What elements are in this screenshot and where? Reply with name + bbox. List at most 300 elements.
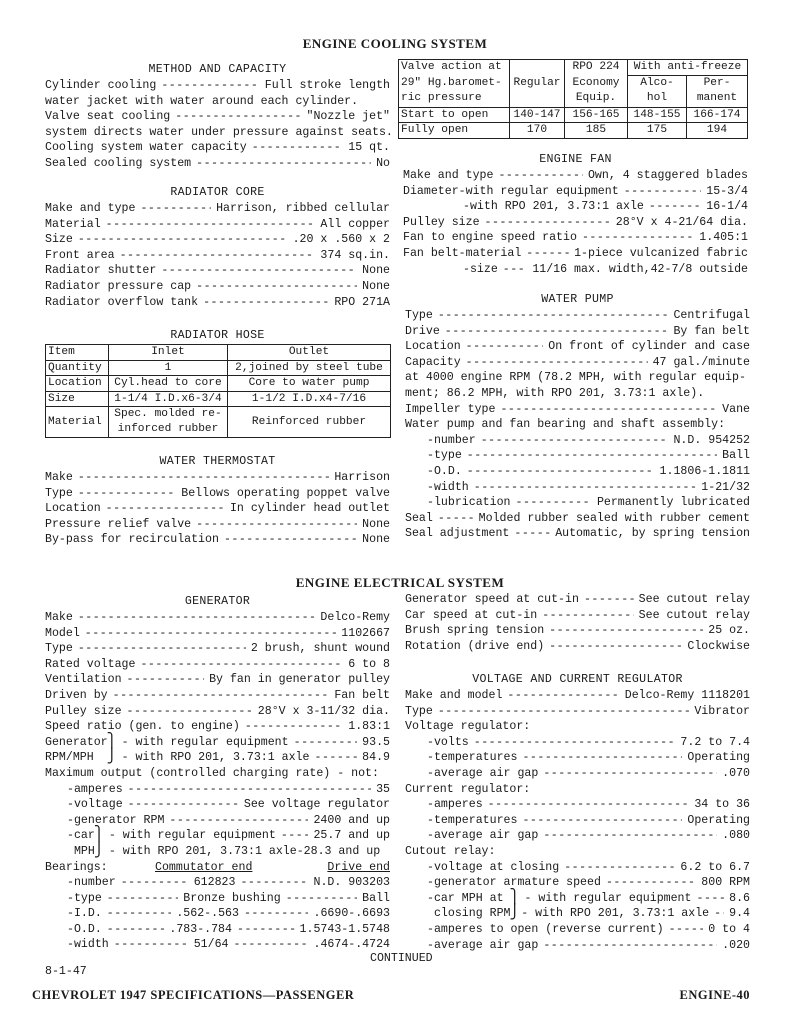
radiator-hose-table bbox=[45, 344, 391, 438]
spec-line bbox=[403, 246, 748, 262]
leader-dashes bbox=[113, 688, 330, 704]
leader-dashes bbox=[120, 248, 316, 264]
spec-line bbox=[45, 295, 390, 311]
spec-lines bbox=[45, 201, 390, 310]
spec-line bbox=[405, 511, 750, 527]
spec-line bbox=[45, 109, 390, 125]
spec-label: -type bbox=[427, 449, 462, 463]
table-cell: 166-174 bbox=[687, 107, 748, 123]
bearing-row bbox=[45, 875, 390, 891]
spec-label: Driven by bbox=[45, 688, 108, 702]
spec-line bbox=[45, 217, 390, 233]
drive-end-value: 1.5743-1.5748 bbox=[299, 922, 390, 936]
spec-label: Capacity bbox=[405, 355, 461, 369]
leader-dashes bbox=[438, 511, 474, 527]
spec-sublabel: - with regular equipment bbox=[524, 891, 692, 905]
leader-dashes bbox=[503, 262, 528, 278]
leader-dashes bbox=[481, 433, 669, 449]
spec-sublabel: - with regular equipment bbox=[121, 735, 289, 749]
leader-dashes bbox=[696, 891, 724, 907]
header-cell: Inlet bbox=[109, 345, 228, 361]
spec-value: Delco-Remy 1118201 bbox=[624, 689, 750, 702]
spec-label: Sealed cooling system bbox=[45, 156, 192, 170]
electrical-section-title: ENGINE ELECTRICAL SYSTEM bbox=[295, 575, 505, 590]
leader-dashes bbox=[107, 891, 178, 907]
spec-label: -with RPO 201, 3.73:1 axle bbox=[463, 200, 644, 214]
spec-value: Own, 4 staggered blades bbox=[587, 169, 748, 182]
spec-value: 15-3/4 bbox=[706, 184, 748, 198]
spec-label: Type bbox=[405, 704, 433, 718]
leader-dashes bbox=[244, 906, 309, 922]
spec-line bbox=[403, 184, 748, 200]
spec-label: -type bbox=[67, 891, 102, 905]
leader-dashes bbox=[466, 355, 648, 371]
section-heading: RADIATOR HOSE bbox=[170, 329, 265, 342]
spec-value: None bbox=[362, 533, 390, 547]
header-cell bbox=[687, 75, 748, 107]
spec-value: Vibrator bbox=[694, 704, 750, 718]
spec-line bbox=[405, 766, 750, 782]
spec-value: On front of cylinder and case bbox=[548, 340, 750, 354]
spec-value: In cylinder head outlet bbox=[229, 502, 390, 516]
leader-dashes bbox=[140, 657, 343, 673]
spec-label: -I.D. bbox=[67, 907, 102, 921]
spec-line bbox=[45, 844, 390, 860]
spec-label: Type bbox=[45, 642, 73, 656]
brace-icon: ⎫ bbox=[107, 733, 117, 750]
leader-dashes bbox=[624, 184, 702, 200]
spec-label: Fan belt-material bbox=[403, 246, 522, 260]
spec-label: -temperatures bbox=[427, 813, 518, 827]
table-cell: 170 bbox=[510, 123, 565, 139]
spec-text: water jacket with water around each cylinder. bbox=[45, 94, 359, 108]
spec-line bbox=[405, 526, 750, 542]
water-thermostat-section bbox=[45, 454, 390, 548]
table-cell: Core to water pump bbox=[228, 376, 391, 392]
spec-value: Operating bbox=[687, 813, 750, 827]
spec-line bbox=[45, 704, 390, 720]
spec-value: None bbox=[362, 517, 390, 531]
spec-value: See cutout relay bbox=[638, 593, 750, 606]
spec-value: Vane bbox=[722, 402, 750, 416]
spec-line bbox=[405, 828, 750, 844]
corner-line: Valve action at bbox=[401, 61, 502, 73]
spec-value: 2400 and up bbox=[313, 813, 390, 827]
section-heading: METHOD AND CAPACITY bbox=[148, 63, 287, 76]
spec-value: 0 to 4 bbox=[708, 922, 750, 936]
spec-label: Generator bbox=[45, 735, 108, 749]
leader-dashes bbox=[245, 719, 343, 735]
table-row bbox=[46, 407, 391, 438]
spec-lines bbox=[405, 308, 750, 542]
regulator-section bbox=[405, 672, 750, 953]
spec-line bbox=[405, 623, 750, 639]
table-cell: 148-155 bbox=[628, 107, 687, 123]
spec-line bbox=[405, 750, 750, 766]
spec-line bbox=[405, 704, 750, 720]
spec-line bbox=[45, 263, 390, 279]
spec-line bbox=[45, 610, 390, 626]
spec-value: 28°V x 3-11/32 dia. bbox=[257, 704, 390, 718]
spec-label: Pulley size bbox=[45, 704, 122, 718]
revision-date: 8-1-47 bbox=[45, 965, 87, 978]
commutator-end-value: 51/64 bbox=[193, 938, 229, 952]
spec-value: 7.2 to 7.4 bbox=[680, 735, 750, 749]
leader-dashes bbox=[161, 78, 259, 94]
spec-line bbox=[405, 324, 750, 340]
leader-dashes bbox=[549, 623, 703, 639]
spec-value: 25.7 and up bbox=[313, 829, 390, 843]
spec-text: Voltage regulator: bbox=[405, 720, 531, 734]
leader-dashes bbox=[78, 470, 329, 486]
spec-line bbox=[405, 480, 750, 496]
leader-dashes bbox=[78, 232, 288, 248]
commutator-end-value: 612823 bbox=[193, 876, 236, 890]
spec-label: Ventilation bbox=[45, 673, 122, 687]
spec-label: Material bbox=[45, 217, 101, 231]
drive-end-value: .6690-.6693 bbox=[313, 907, 391, 921]
leader-dashes bbox=[488, 797, 690, 813]
table-row bbox=[46, 376, 391, 392]
spec-label: Speed ratio (gen. to engine) bbox=[45, 720, 240, 734]
commutator-end-value: .783-.784 bbox=[169, 922, 232, 936]
header-cell bbox=[565, 60, 628, 108]
spec-label: Radiator shutter bbox=[45, 264, 157, 278]
spec-value: N.D. 954252 bbox=[673, 433, 750, 447]
spec-value: 1.405:1 bbox=[699, 231, 748, 245]
spec-value: 1.83:1 bbox=[348, 720, 390, 734]
spec-label: Rotation (drive end) bbox=[405, 639, 545, 653]
leader-dashes bbox=[169, 813, 308, 829]
spec-value: See voltage regulator bbox=[243, 798, 390, 812]
spec-value: All copper bbox=[320, 217, 390, 231]
table-cell: Location bbox=[46, 376, 109, 392]
spec-line bbox=[405, 608, 750, 624]
spec-text: system directs water under pressure against seats. bbox=[45, 125, 393, 139]
spec-label: -voltage at closing bbox=[427, 860, 560, 874]
spec-value: Full stroke length bbox=[264, 79, 390, 92]
spec-label: Impeller type bbox=[405, 402, 496, 416]
footer-page-number: ENGINE-40 bbox=[679, 988, 750, 1002]
leader-dashes bbox=[114, 937, 189, 953]
commutator-end-value: Bronze bushing bbox=[183, 891, 281, 905]
leader-dashes bbox=[78, 610, 316, 626]
drive-end-heading: Drive end bbox=[327, 860, 390, 874]
leader-dashes bbox=[106, 501, 225, 517]
leader-dashes bbox=[474, 735, 676, 751]
spec-text: Cutout relay: bbox=[405, 844, 496, 858]
spec-value: Harrison bbox=[334, 471, 390, 484]
spec-value: 2 brush, shunt wound bbox=[250, 642, 390, 656]
leader-dashes bbox=[516, 495, 592, 511]
bearing-row bbox=[45, 922, 390, 938]
spec-label: Front area bbox=[45, 248, 115, 262]
leader-dashes bbox=[128, 797, 239, 813]
engine-fan-section bbox=[403, 152, 748, 277]
spec-value: 47 gal./minute bbox=[652, 355, 750, 369]
spec-label: -volts bbox=[427, 735, 469, 749]
spec-value: 35 bbox=[376, 782, 390, 796]
spec-label: Drive bbox=[405, 324, 440, 338]
spec-label: -size bbox=[463, 262, 498, 276]
spec-label: Type bbox=[405, 309, 433, 322]
spec-line bbox=[405, 386, 750, 402]
spec-line bbox=[405, 433, 750, 449]
spec-value: 8.6 bbox=[729, 891, 750, 905]
spec-label: Make and type bbox=[403, 169, 494, 182]
spec-label: -number bbox=[67, 876, 116, 890]
spec-line bbox=[45, 688, 390, 704]
drive-end-value: N.D. 903203 bbox=[313, 876, 391, 890]
leader-dashes bbox=[549, 639, 682, 655]
section-heading: GENERATOR bbox=[184, 595, 251, 608]
spec-line bbox=[405, 844, 750, 860]
spec-label: closing RPM bbox=[427, 907, 511, 921]
table-cell: 156-165 bbox=[565, 107, 628, 123]
spec-label: Cooling system water capacity bbox=[45, 141, 247, 155]
spec-text: Maximum output (controlled charging rate) - not: bbox=[45, 766, 379, 780]
spec-line bbox=[45, 486, 390, 502]
spec-line bbox=[405, 719, 750, 735]
spec-label: -average air gap bbox=[427, 829, 539, 843]
spec-value: 6 to 8 bbox=[348, 657, 390, 671]
spec-label: -amperes bbox=[427, 798, 483, 812]
spec-line bbox=[405, 464, 750, 480]
header-line: Per- bbox=[703, 76, 731, 89]
leader-dashes bbox=[522, 813, 682, 829]
spec-lines bbox=[403, 168, 748, 277]
spec-line bbox=[405, 495, 750, 511]
leader-dashes bbox=[466, 339, 544, 355]
table-cell: Size bbox=[46, 391, 109, 407]
leader-dashes bbox=[500, 402, 717, 418]
table-cell: Start to open bbox=[399, 107, 510, 123]
spec-value: .020 bbox=[722, 938, 750, 952]
spec-label: -amperes to open (reverse current) bbox=[427, 922, 664, 936]
spec-label: -width bbox=[427, 480, 469, 494]
spec-line bbox=[405, 938, 750, 954]
spec-value: 1-piece vulcanized fabric bbox=[574, 246, 748, 260]
section-heading: WATER PUMP bbox=[541, 293, 614, 306]
spec-value: 93.5 bbox=[362, 735, 390, 749]
spec-line bbox=[405, 308, 750, 324]
spec-line bbox=[45, 94, 390, 110]
section-heading: VOLTAGE AND CURRENT REGULATOR bbox=[472, 673, 683, 686]
spec-value: Harrison, ribbed cellular bbox=[216, 202, 390, 215]
bearing-row bbox=[45, 891, 390, 907]
leader-dashes bbox=[467, 464, 655, 480]
spec-label: Make bbox=[45, 611, 73, 624]
spec-value: 15 qt. bbox=[348, 141, 390, 155]
drive-end-value: .4674-.4724 bbox=[313, 938, 391, 952]
spec-label: Rated voltage bbox=[45, 657, 136, 671]
spec-label: Location bbox=[405, 340, 461, 354]
spec-line bbox=[45, 735, 390, 751]
spec-label: Seal adjustment bbox=[405, 527, 510, 541]
spec-label: Diameter-with regular equipment bbox=[403, 184, 619, 198]
table-cell: Reinforced rubber bbox=[228, 407, 391, 438]
spec-label: MPH bbox=[67, 844, 95, 858]
spec-value: Ball bbox=[722, 449, 750, 463]
section-heading: WATER THERMOSTAT bbox=[159, 455, 276, 468]
table-cell: 1 bbox=[109, 360, 228, 376]
leader-dashes bbox=[127, 704, 253, 720]
spec-line bbox=[405, 735, 750, 751]
spec-value: Centrifugal bbox=[673, 309, 750, 322]
spec-lines bbox=[405, 592, 750, 654]
table-row bbox=[46, 391, 391, 407]
spec-line bbox=[45, 279, 390, 295]
table-cell: Cyl.head to core bbox=[109, 376, 228, 392]
header-cell: Item bbox=[46, 345, 109, 361]
leader-dashes bbox=[106, 217, 316, 233]
spec-value: "Nozzle jet" bbox=[306, 110, 390, 124]
spec-sublabel: - with RPO 201, 3.73:1 axle-28.3 and up bbox=[108, 844, 381, 858]
spec-label: RPM/MPH bbox=[45, 751, 108, 765]
spec-value: 25 oz. bbox=[708, 624, 750, 638]
header-line: RPO 224 bbox=[572, 61, 620, 73]
spec-line bbox=[45, 813, 390, 829]
table-cell: Spec. molded re-inforced rubber bbox=[109, 407, 228, 438]
corner-cell bbox=[399, 60, 510, 108]
spec-label: Pressure relief valve bbox=[45, 517, 192, 531]
leader-dashes bbox=[237, 922, 295, 938]
table-cell: 1-1/2 I.D.x4-7/16 bbox=[228, 391, 391, 407]
footer-publication: CHEVROLET 1947 SPECIFICATIONS—PASSENGER bbox=[32, 988, 355, 1002]
spec-line bbox=[405, 875, 750, 891]
leader-dashes bbox=[294, 735, 358, 751]
spec-value: 374 sq.in. bbox=[320, 248, 390, 262]
leader-dashes bbox=[438, 308, 669, 324]
spec-line bbox=[45, 750, 390, 766]
leader-dashes bbox=[107, 922, 165, 938]
spec-line bbox=[45, 140, 390, 156]
spec-value: 1102667 bbox=[341, 626, 390, 640]
spec-label: -average air gap bbox=[427, 766, 539, 780]
spec-line bbox=[45, 501, 390, 517]
spec-line bbox=[405, 370, 750, 386]
leader-dashes bbox=[584, 592, 634, 608]
leader-dashes bbox=[78, 486, 176, 502]
spec-line bbox=[45, 470, 390, 486]
leader-dashes bbox=[564, 860, 675, 876]
spec-sublabel: - with RPO 201, 3.73:1 axle bbox=[521, 907, 710, 921]
spec-line bbox=[405, 339, 750, 355]
bearing-row bbox=[45, 906, 390, 922]
spec-label: Pulley size bbox=[403, 215, 480, 229]
leader-dashes bbox=[252, 140, 343, 156]
spec-label: -car bbox=[67, 829, 95, 843]
spec-label: -width bbox=[67, 938, 109, 952]
leader-dashes bbox=[526, 246, 569, 262]
spec-line bbox=[45, 156, 390, 172]
brace-icon: ⎭ bbox=[94, 842, 104, 859]
leader-dashes bbox=[714, 906, 724, 922]
leader-dashes bbox=[281, 828, 309, 844]
header-line: manent bbox=[696, 92, 738, 104]
header-line: hol bbox=[646, 92, 668, 104]
spec-label: -average air gap bbox=[427, 938, 539, 952]
spec-line bbox=[45, 657, 390, 673]
spec-label: Valve seat cooling bbox=[45, 110, 171, 124]
spec-line bbox=[405, 688, 750, 704]
spec-value: 9.4 bbox=[729, 907, 750, 921]
spec-value: Delco-Remy bbox=[320, 611, 390, 624]
spec-label: -generator armature speed bbox=[427, 876, 601, 890]
leader-dashes bbox=[314, 750, 357, 766]
spec-line bbox=[45, 719, 390, 735]
leader-dashes bbox=[121, 875, 189, 891]
leader-dashes bbox=[203, 295, 329, 311]
header-cell bbox=[628, 75, 687, 107]
leader-dashes bbox=[467, 448, 717, 464]
table-cell: Quantity bbox=[46, 360, 109, 376]
leader-dashes bbox=[128, 782, 371, 798]
spec-label: -temperatures bbox=[427, 751, 518, 765]
spec-line bbox=[403, 199, 748, 215]
leader-dashes bbox=[543, 938, 717, 954]
spec-line bbox=[405, 922, 750, 938]
spec-value: Operating bbox=[687, 751, 750, 765]
spec-sublabel: - with RPO 201, 3.73:1 axle bbox=[121, 751, 310, 765]
commutator-end-heading: Commutator end bbox=[155, 860, 253, 874]
leader-dashes bbox=[85, 626, 337, 642]
spec-label: -voltage bbox=[67, 798, 123, 812]
header-cell: Outlet bbox=[228, 345, 391, 361]
header-line: Alco- bbox=[640, 76, 674, 89]
spec-label: Model bbox=[45, 626, 80, 640]
spec-value: .080 bbox=[722, 829, 750, 843]
leader-dashes bbox=[140, 201, 211, 217]
leader-dashes bbox=[669, 922, 704, 938]
water-pump-section bbox=[405, 292, 750, 542]
spec-label: Car speed at cut-in bbox=[405, 608, 538, 622]
spec-text: at 4000 engine RPM (78.2 MPH, with regular equip- bbox=[405, 371, 746, 385]
spec-lines bbox=[45, 78, 393, 172]
leader-dashes bbox=[522, 750, 682, 766]
leader-dashes bbox=[543, 828, 717, 844]
spec-value: By fan in generator pulley bbox=[209, 673, 390, 687]
table-row bbox=[399, 123, 748, 139]
header-cell: With anti-freeze bbox=[628, 60, 748, 76]
spec-label: Fan to engine speed ratio bbox=[403, 231, 577, 245]
thermostat-valve-table bbox=[398, 59, 748, 139]
brace-icon: ⎫ bbox=[510, 889, 519, 906]
corner-line: ric pressure bbox=[401, 92, 482, 104]
leader-dashes bbox=[507, 688, 619, 704]
spec-value: Permanently lubricated bbox=[596, 496, 750, 510]
spec-line bbox=[45, 78, 390, 94]
spec-value: Automatic, by spring tension bbox=[555, 527, 750, 541]
table-cell: 185 bbox=[565, 123, 628, 139]
bearing-row bbox=[45, 937, 390, 953]
spec-line bbox=[45, 248, 390, 264]
spec-line bbox=[45, 125, 393, 141]
leader-dashes bbox=[234, 937, 309, 953]
spec-line bbox=[405, 797, 750, 813]
spec-label: Radiator pressure cap bbox=[45, 279, 192, 293]
leader-dashes bbox=[196, 279, 357, 295]
generator-section bbox=[45, 594, 390, 953]
bearing-rows bbox=[45, 875, 390, 953]
spec-label: By-pass for recirculation bbox=[45, 533, 219, 547]
generator-continued-section bbox=[405, 592, 750, 654]
spec-label: Make and model bbox=[405, 689, 503, 702]
leader-dashes bbox=[474, 480, 697, 496]
spec-label: Location bbox=[45, 502, 101, 516]
leader-dashes bbox=[542, 608, 633, 624]
spec-value: By fan belt bbox=[673, 324, 750, 338]
